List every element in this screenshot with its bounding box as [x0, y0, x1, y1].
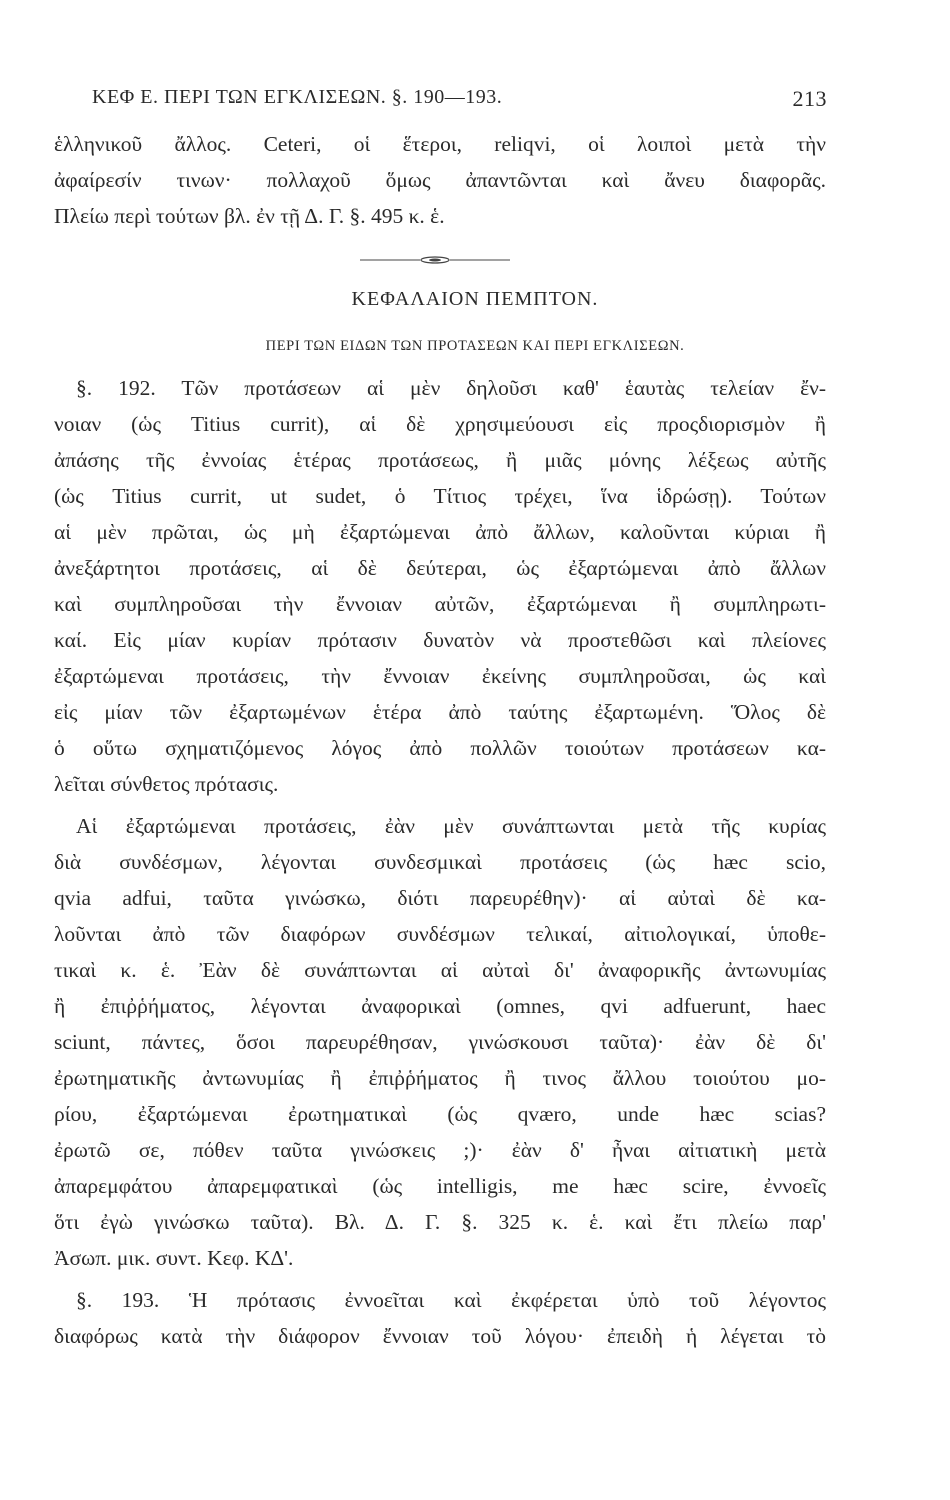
text-line: sciunt, πάντες, ὅσοι παρευρέθησαν, γινώσκουσι ταῦτα)· ἐὰν δὲ δι': [54, 1030, 826, 1054]
text-line: διὰ συνδέσμων, λέγονται συνδεσμικαὶ προτάσεις (ὡς hæc scio,: [54, 850, 826, 874]
ornamental-divider: [360, 255, 510, 265]
text-line: διαφόρως κατὰ τὴν διάφορον ἔννοιαν τοῦ λόγου· ἐπειδὴ ἡ λέγεται τὸ: [54, 1324, 826, 1348]
text-line: τικαὶ κ. ἑ. Ἐὰν δὲ συνάπτωνται αἱ αὐταὶ δι' ἀναφορικῆς ἀντωνυμίας: [54, 958, 826, 982]
text-line: καί. Εἰς μίαν κυρίαν πρότασιν δυνατὸν νὰ προστεθῶσι καὶ πλείονες: [54, 628, 826, 652]
text-line: λεῖται σύνθετος πρότασις.: [54, 772, 279, 796]
text-line: ἀπάσης τῆς ἐννοίας ἑτέρας προτάσεως, ἢ μιᾶς μόνης λέξεως αὐτῆς: [54, 448, 826, 472]
chapter-subtitle: ΠΕΡΙ ΤΩΝ ΕΙΔΩΝ ΤΩΝ ΠΡΟΤΑΣΕΩΝ ΚΑΙ ΠΕΡΙ ΕΓΚΛΙΣΕΩΝ.: [265, 338, 685, 354]
text-line: Ἀσωπ. μικ. συντ. Κεφ. ΚΔ'.: [54, 1246, 294, 1270]
text-line: §. 192. Τῶν προτάσεων αἱ μὲν δηλοῦσι καθ' ἑαυτὰς τελείαν ἔν-: [76, 376, 826, 400]
text-line: ἀπαρεμφάτου ἀπαρεμφατικαὶ (ὡς intelligis, me hæc scire, ἐννοεῖς: [54, 1174, 826, 1198]
page-number: 213: [792, 86, 827, 111]
text-line: ἐξαρτώμεναι προτάσεις, τὴν ἔννοιαν ἐκείνης συμπληροῦσαι, ὡς καὶ: [54, 664, 826, 688]
text-line: qvia adfui, ταῦτα γινώσκω, διότι παρευρέθην)· αἱ αὐταὶ δὲ κα-: [54, 886, 826, 910]
chapter-title: ΚΕΦΑΛΑΙΟΝ ΠΕΜΠΤΟΝ.: [351, 288, 599, 310]
text-line: ὅτι ἐγὼ γινώσκω ταῦτα). Βλ. Δ. Γ. §. 325 κ. ἑ. καὶ ἔτι πλείω παρ': [54, 1210, 826, 1234]
text-line: ἐρωτῶ σε, πόθεν ταῦτα γινώσκεις ;)· ἐὰν δ' ἦναι αἰτιατικὴ μετὰ: [54, 1138, 826, 1162]
running-header: [92, 86, 827, 116]
text-line: ἀφαίρεσίν τινων· πολλαχοῦ ὅμως ἀπαντῶνται καὶ ἄνευ διαφορᾶς.: [54, 168, 826, 192]
text-line: ἀνεξάρτητοι προτάσεις, αἱ δὲ δεύτεραι, ὡς ἐξαρτώμεναι ἀπὸ ἄλλων: [54, 556, 826, 580]
text-line: ρίου, ἐξαρτώμεναι ἐρωτηματικαὶ (ὡς qværo, unde hæc scias?: [54, 1102, 826, 1126]
text-line: ἐρωτηματικῆς ἀντωνυμίας ἢ ἐπιῤῥήματος ἢ τινος ἄλλου τοιούτου μο-: [54, 1066, 826, 1090]
running-title: ΚΕΦ Ε. ΠΕΡΙ ΤΩΝ ΕΓΚΛΙΣΕΩΝ. §. 190—193.: [92, 86, 503, 108]
text-line: αἱ μὲν πρῶται, ὡς μὴ ἐξαρτώμεναι ἀπὸ ἄλλων, καλοῦνται κύριαι ἢ: [54, 520, 826, 544]
text-line: ἑλληνικοῦ ἄλλος. Ceteri, οἱ ἕτεροι, reliqvi, οἱ λοιποὶ μετὰ τὴν: [54, 132, 826, 156]
text-line: λοῦνται ἀπὸ τῶν διαφόρων συνδέσμων τελικαί, αἰτιολογικαί, ὑποθε-: [54, 922, 826, 946]
text-line: ἢ ἐπιῤῥήματος, λέγονται ἀναφορικαὶ (omnes, qvi adfuerunt, haec: [54, 994, 826, 1018]
text-line: Αἱ ἐξαρτώμεναι προτάσεις, ἐὰν μὲν συνάπτωνται μετὰ τῆς κυρίας: [76, 814, 826, 838]
text-line: εἰς μίαν τῶν ἐξαρτωμένων ἑτέρα ἀπὸ ταύτης ἐξαρτωμένη. Ὅλος δὲ: [54, 700, 826, 724]
text-line: §. 193. Ἡ πρότασις ἐννοεῖται καὶ ἐκφέρεται ὑπὸ τοῦ λέγοντος: [76, 1288, 826, 1312]
text-line: Πλείω περὶ τούτων βλ. ἐν τῇ Δ. Γ. §. 495 κ. ἑ.: [54, 204, 445, 228]
text-line: (ὡς Titius currit, ut sudet, ὁ Τίτιος τρέχει, ἵνα ἱδρώσῃ). Τούτων: [54, 484, 826, 508]
text-line: ὁ οὕτω σχηματιζόμενος λόγος ἀπὸ πολλῶν τοιούτων προτάσεων κα-: [54, 736, 826, 760]
text-line: καὶ συμπληροῦσαι τὴν ἔννοιαν αὐτῶν, ἐξαρτώμεναι ἢ συμπληρωτι-: [54, 592, 826, 616]
text-line: νοιαν (ὡς Titius currit), αἱ δὲ χρησιμεύουσι εἰς προςδιορισμὸν ἢ: [54, 412, 826, 436]
